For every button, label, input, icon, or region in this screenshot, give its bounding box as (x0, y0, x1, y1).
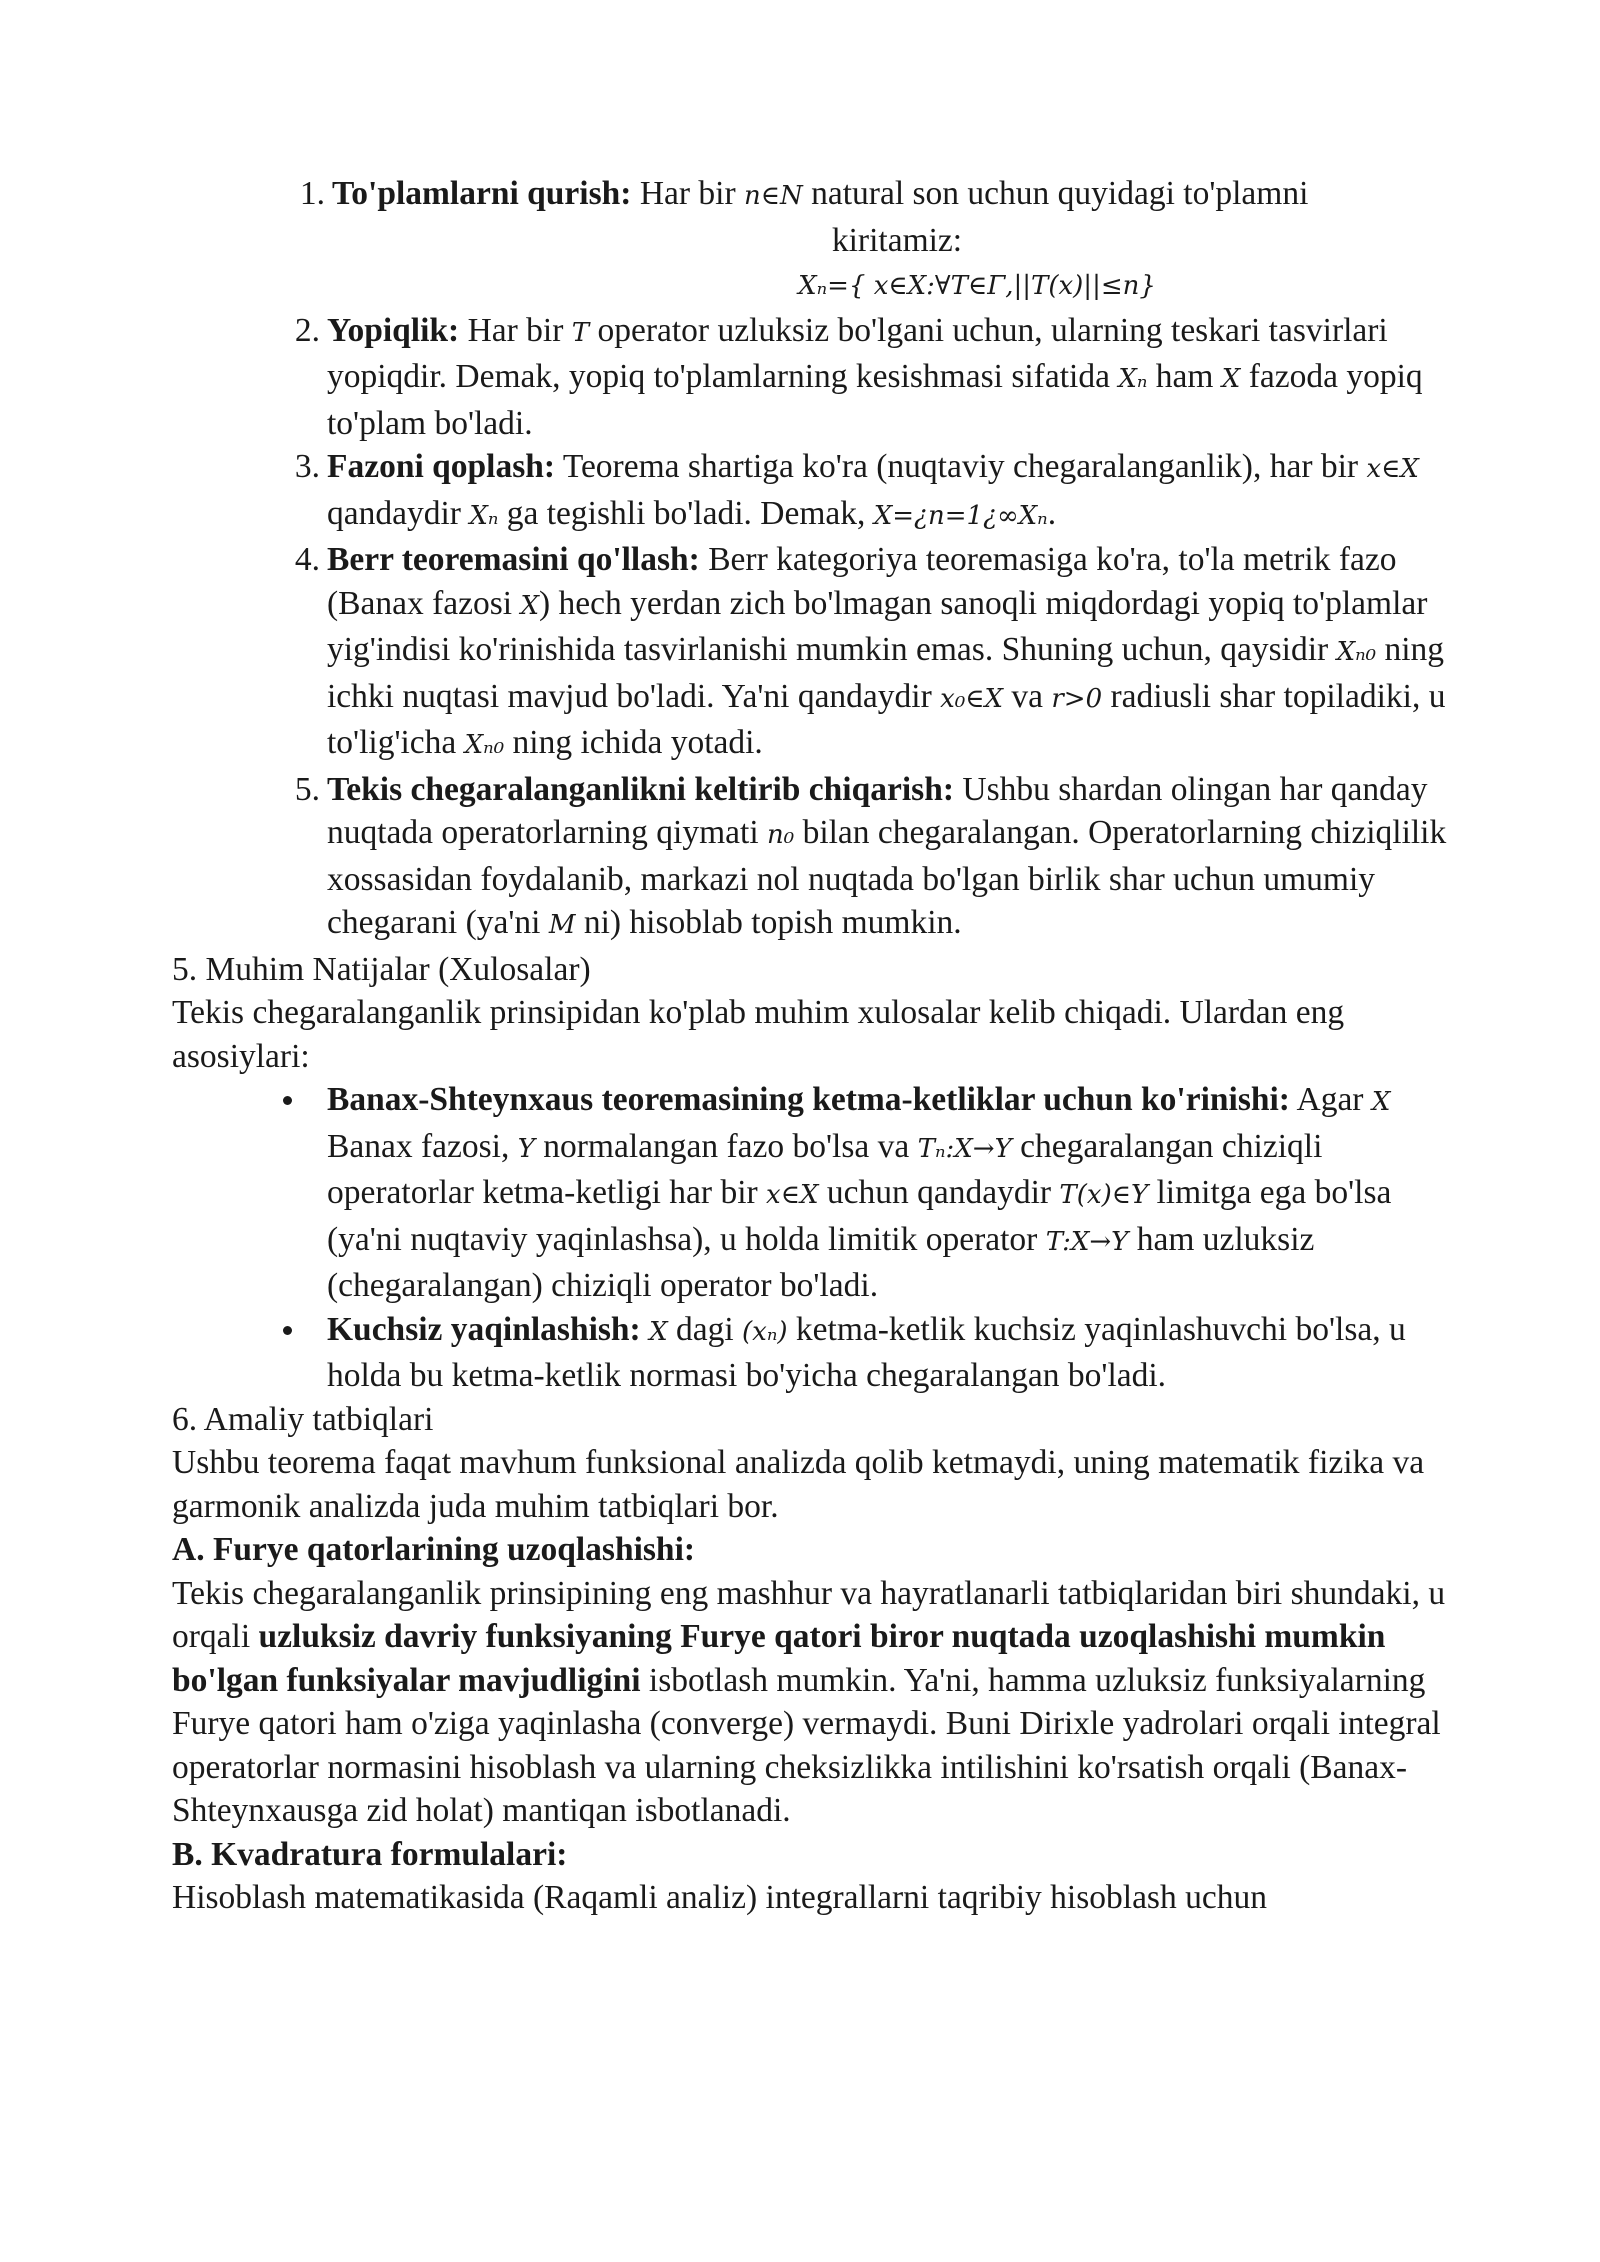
proof-step (172, 768, 1462, 948)
bullet-title: Banax-Shteynxaus teoremasining ketma-ketliklar uchun ko'rinishi: (327, 1081, 1290, 1118)
subsection-paragraph: Hisoblash matematikasida (Raqamli analiz) integrallarni taqribiy hisoblash uchun (172, 1879, 1267, 1916)
bullet-text-part: ketma-ketlik kuchsiz yaqinlashuvchi bo'lsa, u holda bu ketma-ketlik normasi bo'yicha chegaralangan bo'ladi. (327, 1310, 1406, 1394)
math-inline: Y (517, 1133, 535, 1164)
math-inline: x∈X (1366, 454, 1419, 484)
math-inline: X (1221, 364, 1241, 394)
subsection-paragraph (172, 1572, 1462, 1833)
bullet-text-part: limitga ega bo'lsa (ya'ni nuqtaviy yaqinlashsa), u holda limitik operator (327, 1174, 1392, 1258)
math-inline: X (1371, 1087, 1391, 1117)
step-number: 5. (294, 770, 320, 808)
subsection-heading (172, 1833, 1462, 1877)
math-inline: Xₙ (1118, 364, 1148, 394)
step-number: 2. (294, 311, 320, 349)
math-inline: X (520, 590, 539, 621)
step-text-centered: kiritamiz: (831, 221, 963, 259)
bullet-title: Kuchsiz yaqinlashish: (327, 1310, 641, 1348)
math-inline: T(x)∈Y (1059, 1180, 1149, 1210)
step-text-part: operator uzluksiz bo'lgani uchun, ularning teskari tasvirlari yopiqdir. Demak, yopiq to'plamlarning kesishmasi sifatida (327, 311, 1388, 395)
step-title: Berr teoremasini qo'llash: (327, 541, 700, 578)
section-intro: Tekis chegaralanganlik prinsipidan ko'plab muhim xulosalar kelib chiqadi. Ulardan eng asosiylari: (172, 994, 1345, 1075)
step-text-part: ning ichki nuqtasi mavjud bo'ladi. Ya'ni qandaydir (327, 631, 1444, 715)
paragraph-bold-text: uzluksiz davriy funksiyaning Furye qatori biror nuqtada uzoqlashishi mumkin bo'lgan funksiyalar mavjudligini (172, 1618, 1386, 1699)
math-inline: Tₙ:X→Y (917, 1133, 1012, 1164)
math-inline: T (571, 317, 590, 348)
bullet-text-part: uchun qandaydir (818, 1174, 1060, 1211)
bullet-item (172, 1078, 1462, 1308)
step-text-part: ham (1147, 358, 1222, 395)
step-text-part: Berr kategoriya teoremasiga ko'ra, to'la metrik fazo (Banax fazosi (327, 541, 1397, 622)
step-text (327, 445, 1462, 538)
subsection-title: A. Furye qatorlarining uzoqlashishi: (172, 1531, 696, 1568)
step-number: 1. (299, 175, 325, 212)
step-text (327, 538, 1462, 768)
proof-step (172, 309, 1462, 446)
subsection-title: B. Kvadratura formulalari: (172, 1835, 568, 1873)
bullet-text (327, 1308, 1462, 1398)
step-text-part: natural son uchun quyidagi to'plamni (802, 175, 1309, 212)
document-body (172, 172, 1462, 1920)
step-title: Yopiqlik: (327, 311, 460, 349)
bullet-text (327, 1078, 1462, 1308)
step-text (327, 768, 1462, 948)
bullet-icon (283, 1096, 292, 1105)
bullet-text-part: Banax fazosi, (327, 1127, 518, 1165)
math-inline: x₀∈X (940, 683, 1003, 714)
math-formula (492, 262, 1462, 309)
section-intro: Ushbu teorema faqat mavhum funksional analizda qolib ketmaydi, uning matematik fizika va garmonik analizda juda muhim tatbiqlari bor. (172, 1444, 1425, 1525)
bullet-text-part: normalangan fazo bo'lsa va (534, 1127, 918, 1165)
math-inline: X=¿n=1¿∞Xₙ (873, 500, 1048, 531)
bullet-text-part: chegaralangan chiziqli operatorlar ketma-ketligi har bir (327, 1127, 1323, 1211)
step-text-part: Teorema shartiga ko'ra (nuqtaviy chegaralanganlik), har bir (555, 448, 1367, 485)
step-text-part: qandaydir (327, 494, 470, 532)
proof-step (172, 538, 1462, 768)
bullet-text-part: ham uzluksiz (chegaralangan) chiziqli operator bo'ladi. (327, 1220, 1315, 1304)
proof-step (172, 445, 1462, 538)
step-text-part: ga tegishli bo'ladi. Demak, (498, 494, 874, 532)
math-inline: X (649, 1316, 668, 1347)
step-text-part: Har bir (631, 175, 744, 212)
step-text (332, 172, 1462, 219)
section-heading: 6. Amaliy tatbiqlari (172, 1400, 434, 1438)
bullet-item (172, 1308, 1462, 1398)
step-text-part: bilan chegaralangan. Operatorlarning chiziqlilik xossasidan foydalanib, markazi nol nuqtada bo'lgan birlik shar uchun umumiy chegarani (ya'ni (327, 814, 1447, 941)
proof-steps-list (172, 172, 1462, 948)
step-text-part: ni) hisoblab topish mumkin. (575, 904, 962, 941)
step-text-part: . (1047, 494, 1057, 532)
section-heading: 5. Muhim Natijalar (Xulosalar) (172, 950, 591, 988)
subsection-heading (172, 1528, 1462, 1572)
step-title: To'plamlarni qurish: (332, 175, 632, 212)
math-inline: r>0 (1051, 683, 1103, 714)
step-text-part: radiusli shar topiladiki, u to'lig'icha (327, 677, 1446, 761)
step-text-part: ning ichida yotadi. (504, 724, 763, 761)
math-inline: Xₙ (469, 500, 499, 531)
math-inline: (xₙ) (742, 1316, 788, 1347)
bullet-text-part: Agar (1289, 1081, 1372, 1118)
bullet-icon (283, 1326, 292, 1335)
paragraph-text-part: Tekis chegaralanganlik prinsipining eng mashhur va hayratlanarli tatbiqlaridan biri shundaki, u orqali (172, 1574, 1446, 1655)
bullet-text-part: dagi (667, 1310, 743, 1348)
math-inline: Xₙ₀ (464, 730, 505, 760)
step-title: Fazoni qoplash: (327, 448, 556, 485)
paragraph-text-part: isbotlash mumkin. Ya'ni, hamma uzluksiz funksiyalarning Furye qatori ham o'ziga yaqinlasha (converge) vermaydi. Buni Dirixle yadrolari orqali integral operatorlar normasini hisoblash va ularning cheksizlikka intilishini ko'rsatish orqali (Banax-Shteynxausga zid holat) mantiqan isbotlanadi. (172, 1661, 1441, 1829)
bullet-text-part (641, 1311, 649, 1348)
step-text-part: va (1003, 677, 1052, 715)
math-inline: M (548, 910, 576, 940)
math-inline: Xₙ₀ (1336, 637, 1377, 667)
step-text-part: fazoda yopiq to'plam bo'ladi. (327, 358, 1423, 442)
step-text (327, 309, 1462, 446)
results-bullet-list (172, 1078, 1462, 1398)
step-title: Tekis chegaralanganlikni keltirib chiqarish: (327, 770, 954, 808)
math-inline: n₀ (767, 820, 795, 850)
proof-step (172, 172, 1462, 309)
step-number: 4. (294, 541, 320, 578)
formula-text: Xₙ={ x∈X:∀T∈Γ,||T(x)||≤n} (798, 271, 1156, 301)
step-number: 3. (294, 448, 320, 485)
step-text-part: Har bir (459, 311, 572, 349)
math-inline: T:X→Y (1045, 1226, 1129, 1257)
step-text-part: Ushbu shardan olingan har qanday nuqtada operatorlarning qiymati (327, 770, 1428, 851)
math-inline: n∈N (744, 181, 803, 211)
math-inline: x∈X (766, 1180, 819, 1210)
step-text-part: ) hech yerdan zich bo'lmagan sanoqli miqdordagi yopiq to'plamlar yig'indisi ko'rinishida tasvirlanishi mumkin emas. Shuning uchun, qaysidir (327, 584, 1428, 668)
